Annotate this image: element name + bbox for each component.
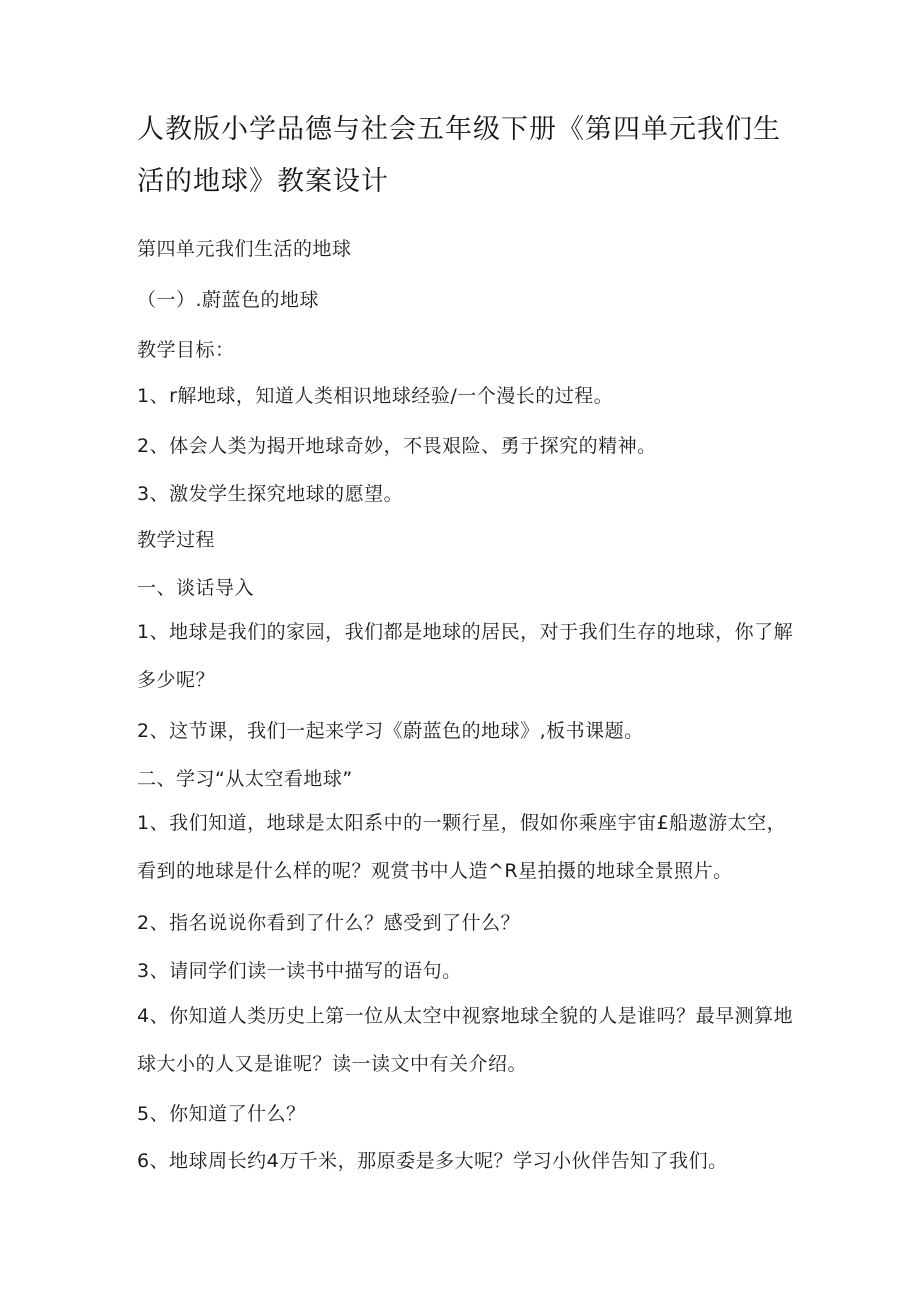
section-2-item-6: 6、地球周长约4万千米，那原委是多大呢？学习小伙伴告知了我们。	[137, 1150, 728, 1172]
section-1-heading: 一、谈话导入	[137, 577, 255, 599]
process-heading: 教学过程	[137, 529, 216, 551]
lesson-heading: （一）.蔚蓝色的地球	[137, 289, 320, 311]
unit-heading: 第四单元我们生活的地球	[137, 238, 352, 260]
objectives-heading: 教学目标：	[137, 339, 235, 361]
section-1-item-2: 2、这节课，我们一起来学习《蔚蓝色的地球》,板书课题。	[137, 720, 644, 742]
objective-2: 2、体会人类为揭开地球奇妙，不畏艰险、勇于探究的精神。	[137, 435, 657, 457]
section-1-item-1: 1、地球是我们的家园，我们都是地球的居民，对于我们生存的地球，你了解多少呢？	[137, 621, 794, 691]
section-2-item-1: 1、我们知道，地球是太阳系中的一颗行星，假如你乘座宇宙£船遨游太空，看到的地球是什么样的呢？观赏书中人造^R星拍摄的地球全景照片。	[137, 812, 787, 882]
section-2-item-4: 4、你知道人类历史上第一位从太空中视察地球全貌的人是谁吗？最早测算地球大小的人又是谁呢？读一读文中有关介绍。	[137, 1005, 794, 1075]
objective-3: 3、激发学生探究地球的愿望。	[137, 483, 404, 505]
section-2-heading: 二、学习“从太空看地球”	[137, 768, 353, 790]
section-2-item-2: 2、指名说说你看到了什么？感受到了什么？	[137, 912, 521, 934]
objective-1: 1、r解地球，知道人类相识地球经验/一个漫长的过程。	[137, 385, 614, 407]
section-2-item-5: 5、你知道了什么？	[137, 1103, 306, 1125]
section-2-item-3: 3、请同学们读一读书中描写的语句。	[137, 960, 462, 982]
document-title: 人教版小学品德与社会五年级下册《第四单元我们生活的地球》教案设计	[137, 114, 781, 197]
